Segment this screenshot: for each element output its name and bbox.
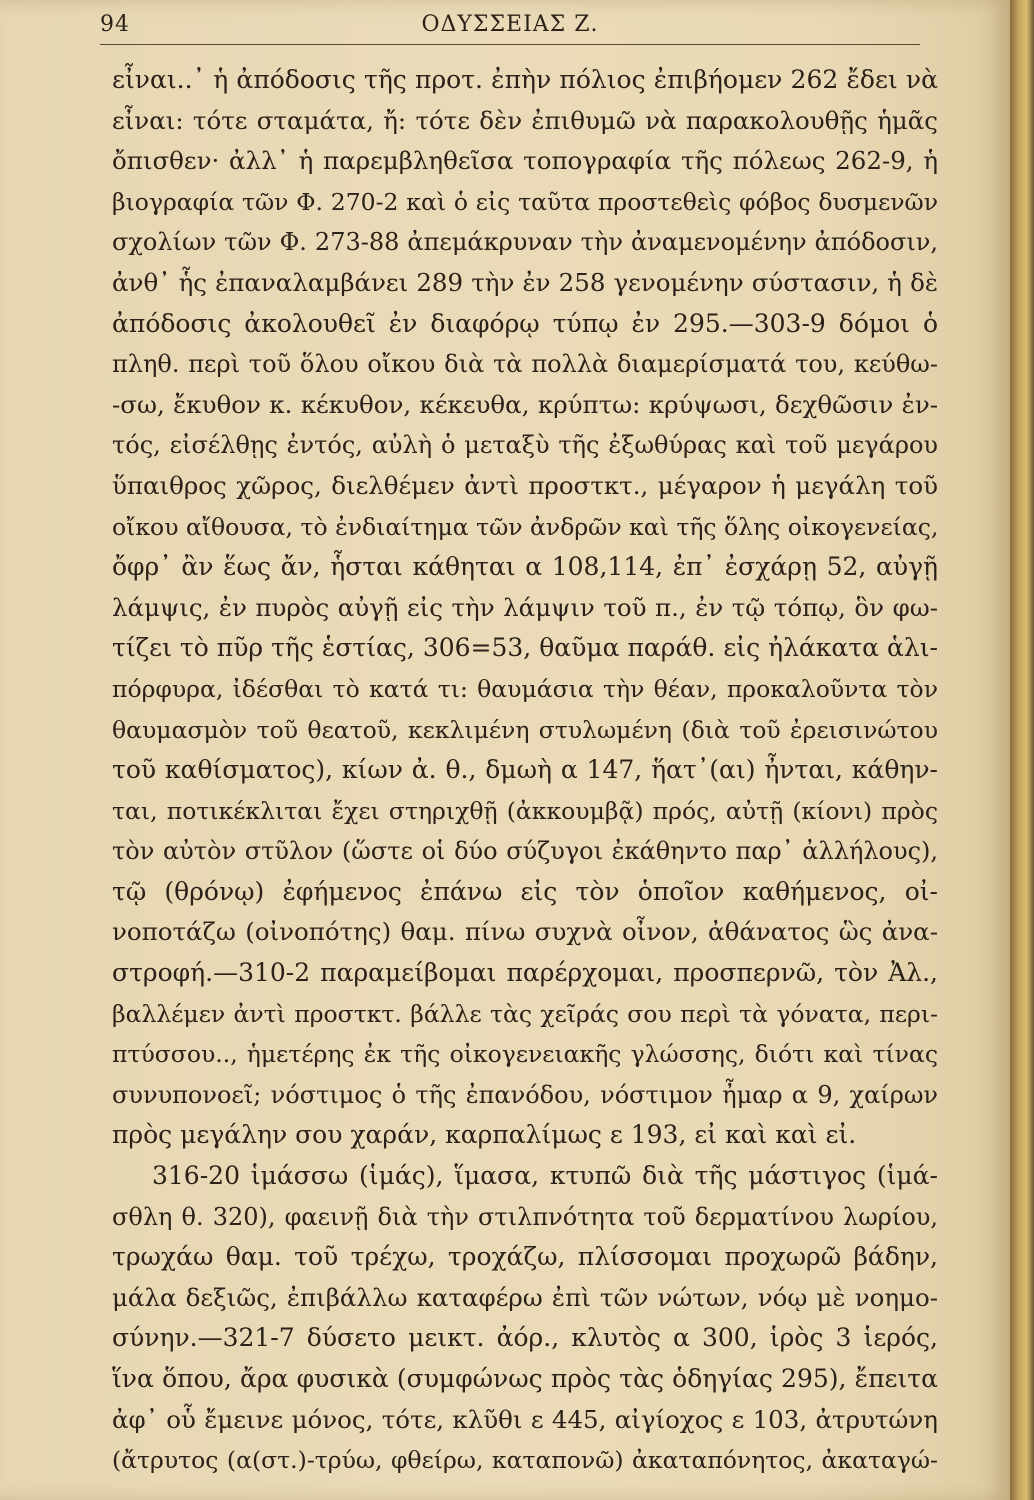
text-line: τρωχάω θαμ. τοῦ τρέχω, τροχάζω, πλίσσομαι προχωρῶ βάδην, <box>112 1242 938 1272</box>
text-line: βαλλέμεν ἀντὶ προστκτ. βάλλε τὰς χεῖράς σου περὶ τὰ γόνατα, περι- <box>112 999 938 1028</box>
text-line: εἶναι: τότε σταμάτα, ἤ: τότε δὲν ἐπιθυμῶ νὰ παρακολουθῇς ἡμᾶς <box>112 105 938 135</box>
text-line: πτύσσου.., ἡμετέρης ἐκ τῆς οἰκογενειακῆς γλώσσης, διότι καὶ τίνας <box>112 1040 938 1069</box>
text-line: στροφή.—310-2 παραμείβομαι παρέρχομαι, προσπερνῶ, τὸν Ἀλ., <box>112 958 938 988</box>
text-line: σχολίων τῶν Φ. 273-88 ἀπεμάκρυναν τὴν ἀναμενομένην ἀπόδοσιν, <box>112 228 938 257</box>
running-title: ΟΔΥΣΣΕΙΑΣ Ζ. <box>421 12 599 37</box>
text-line: λάμψις, ἐν πυρὸς αὐγῇ εἰς τὴν λάμψιν τοῦ π., ἐν τῷ τόπῳ, ὃν φω- <box>112 592 938 622</box>
text-line: ἀπόδοσις ἀκολουθεῖ ἐν διαφόρῳ τύπῳ ἐν 295.—303-9 δόμοι ὁ <box>112 308 938 338</box>
text-line: τὸν αὐτὸν στῦλον (ὥστε οἱ δύο σύζυγοι ἐκάθηντο παρ᾽ ἀλλήλους), <box>112 837 938 866</box>
text-line: ἀνθ᾽ ἧς ἐπαναλαμβάνει 289 τὴν ἐν 258 γενομένην σύστασιν, ἡ δὲ <box>112 267 938 297</box>
text-line: πόρφυρα, ἰδέσθαι τὸ κατά τι: θαυμάσια τὴν θέαν, προκαλοῦντα τὸν <box>112 674 938 703</box>
text-line: ὄπισθεν· ἀλλ᾽ ἡ παρεμβληθεῖσα τοπογραφία τῆς πόλεως 262-9, ἡ <box>112 146 938 176</box>
text-line: τοῦ καθίσματος), κίων ἀ. θ., δμωὴ α 147, ἥατ᾽(αι) ἦνται, κάθην- <box>112 755 938 785</box>
text-line: τός, εἰσέλθῃς ἐντός, αὐλὴ ὁ μεταξὺ τῆς ἐξωθύρας καὶ τοῦ μεγάρου <box>112 431 938 460</box>
text-line: θαυμασμὸν τοῦ θεατοῦ, κεκλιμένη στυλωμένη (διὰ τοῦ ἐρεισινώτου <box>112 715 938 744</box>
text-line: 316-20 ἱμάσσω (ἱμάς), ἵμασα, κτυπῶ διὰ τῆς μάστιγος (ἱμά- <box>152 1161 938 1191</box>
text-line: τῷ (θρόνῳ) ἐφήμενος ἐπάνω εἰς τὸν ὁποῖον καθήμενος, οἰ- <box>112 876 938 906</box>
header-rule <box>100 44 920 45</box>
text-line: (ἄτρυτος (α(στ.)-τρύω, φθείρω, καταπονῶ) ἀκαταπόνητος, ἀκαταγώ- <box>112 1446 938 1475</box>
text-line: οἴκου αἴθουσα, τὸ ἐνδιαίτημα τῶν ἀνδρῶν καὶ τῆς ὅλης οἰκογενείας, <box>112 512 938 541</box>
text-line: βιογραφία τῶν Φ. 270-2 καὶ ὁ εἰς ταῦτα προστεθεὶς φόβος δυσμενῶν <box>112 187 938 216</box>
running-header <box>100 12 920 42</box>
text-line: μάλα δεξιῶς, ἐπιβάλλω καταφέρω ἐπὶ τῶν νώτων, νόῳ μὲ νοημο- <box>112 1282 938 1312</box>
commentary-text <box>112 60 938 1481</box>
text-line: σύνην.—321-7 δύσετο μεικτ. ἀόρ., κλυτὸς α 300, ἱρὸς 3 ἱερός, <box>112 1323 938 1353</box>
text-line: τίζει τὸ πῦρ τῆς ἑστίας, 306=53, θαῦμα παράθ. εἰς ἠλάκατα ἁλι- <box>112 633 938 663</box>
text-line: ὄφρ᾽ ἂν ἕως ἄν, ἧσται κάθηται α 108,114, ἐπ᾽ ἐσχάρῃ 52, αὐγῇ <box>112 552 938 582</box>
text-line: ται, ποτικέκλιται ἔχει στηριχθῇ (ἀκκουμβᾷ) πρός, αὐτῇ (κίονι) πρὸς <box>112 796 938 825</box>
book-spine <box>1010 0 1034 1500</box>
text-line: -σω, ἔκυθον κ. κέκυθον, κέκευθα, κρύπτω: κρύψωσι, δεχθῶσιν ἐν- <box>112 389 938 419</box>
text-line: συνυπονοεῖ; νόστιμος ὁ τῆς ἐπανόδου, νόστιμον ἦμαρ α 9, χαίρων <box>112 1080 938 1109</box>
text-line: ἀφ᾽ οὗ ἔμεινε μόνος, τότε, κλῦθι ε 445, αἰγίοχος ε 103, ἀτρυτώνη <box>112 1404 938 1434</box>
page-number: 94 <box>100 12 130 37</box>
text-line: πρὸς μεγάλην σου χαράν, καρπαλίμως ε 193, εἰ καὶ καὶ εἰ. <box>112 1120 857 1150</box>
text-line: σθλη θ. 320), φαεινῇ διὰ τὴν στιλπνότητα τοῦ δερματίνου λωρίου, <box>112 1202 938 1231</box>
text-line: ἵνα ὅπου, ἄρα φυσικὰ (συμφώνως πρὸς τὰς ὁδηγίας 295), ἔπειτα <box>112 1364 938 1393</box>
text-line: νοποτάζω (οἰνοπότης) θαμ. πίνω συχνὰ οἶνον, ἀθάνατος ὣς ἀνα- <box>112 917 938 947</box>
text-line: πληθ. περὶ τοῦ ὅλου οἴκου διὰ τὰ πολλὰ διαμερίσματά του, κεύθω- <box>112 350 938 379</box>
text-line: ὕπαιθρος χῶρος, διελθέμεν ἀντὶ προστκτ., μέγαρον ἡ μεγάλη τοῦ <box>112 470 938 500</box>
text-line: εἶναι..᾽ ἡ ἀπόδοσις τῆς προτ. ἐπὴν πόλιος ἐπιβήομεν 262 ἔδει νὰ <box>112 65 938 94</box>
